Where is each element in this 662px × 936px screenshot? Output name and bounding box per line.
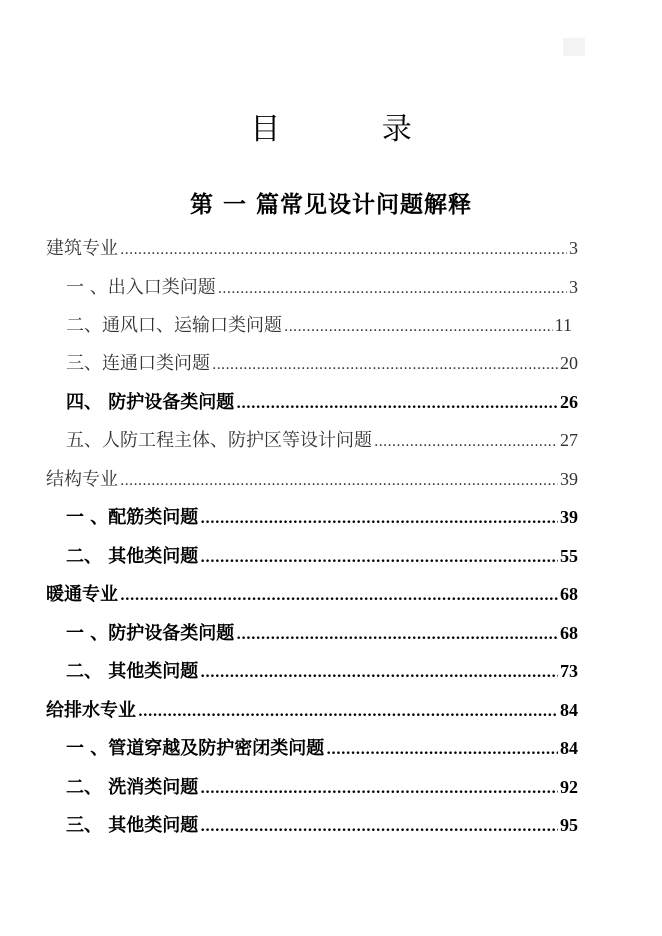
toc-entry[interactable]	[66, 503, 578, 529]
toc-entry-label: 结构专业	[46, 469, 118, 490]
toc-entry-page: 55	[560, 546, 578, 566]
toc-leader	[236, 396, 558, 412]
toc-entry[interactable]	[66, 734, 578, 760]
toc-entry-label: 三、 其他类问题	[66, 815, 199, 836]
toc-entry-label: 四、 防护设备类问题	[66, 392, 235, 413]
toc-leader	[212, 357, 558, 373]
toc-leader	[236, 627, 558, 643]
toc-leader	[326, 742, 558, 758]
toc-entry-page: 11	[554, 315, 572, 335]
toc-entry-page: 95	[560, 815, 578, 835]
toc-entry-label: 二、 其他类问题	[66, 546, 199, 567]
toc-entry-label: 二、 洗消类问题	[66, 777, 199, 798]
toc-entry[interactable]	[66, 773, 578, 799]
page-title: 目 录	[250, 112, 458, 147]
toc-entry-label: 给排水专业	[46, 700, 136, 721]
toc-leader	[120, 473, 558, 489]
toc-leader	[120, 242, 567, 258]
toc-entry-page: 27	[560, 430, 578, 450]
toc-entry[interactable]	[66, 426, 578, 452]
toc-leader	[200, 550, 558, 566]
toc-entry-page: 3	[569, 277, 578, 297]
toc-entry-page: 84	[560, 738, 578, 758]
toc-leader	[200, 665, 558, 681]
toc-entry-label: 一 、配筋类问题	[66, 507, 199, 528]
toc-entry-label: 三、连通口类问题	[66, 353, 210, 374]
toc-entry-plumbing[interactable]	[46, 696, 578, 722]
toc-leader	[138, 704, 558, 720]
toc-entry-label: 五、人防工程主体、防护区等设计问题	[66, 430, 372, 451]
toc-entry[interactable]	[66, 619, 578, 645]
toc-entry[interactable]	[66, 542, 578, 568]
toc-entry-label: 一 、出入口类问题	[66, 277, 216, 298]
toc-entry-page: 39	[560, 507, 578, 527]
toc-entry-page: 73	[560, 661, 578, 681]
toc-leader	[374, 434, 558, 450]
toc-entry-page: 39	[560, 469, 578, 489]
toc-entry-page: 20	[560, 353, 578, 373]
toc-leader	[120, 588, 558, 604]
toc-leader	[200, 781, 558, 797]
toc-entry-label: 暖通专业	[46, 584, 118, 605]
toc-leader	[284, 319, 553, 335]
toc-leader	[218, 281, 567, 297]
toc-entry-page: 26	[560, 392, 578, 412]
toc-entry[interactable]	[66, 311, 572, 337]
toc-entry-architecture[interactable]	[46, 234, 578, 260]
toc-entry[interactable]	[66, 811, 578, 837]
toc-entry-label: 二、通风口、运输口类问题	[66, 315, 282, 336]
toc-entry[interactable]	[66, 349, 578, 375]
toc-entry-page: 68	[560, 584, 578, 604]
toc-entry-label: 建筑专业	[46, 238, 118, 259]
toc-entry-hvac[interactable]	[46, 580, 578, 606]
toc-leader	[200, 819, 558, 835]
toc-entry-structure[interactable]	[46, 465, 578, 491]
toc-entry-label: 一 、管道穿越及防护密闭类问题	[66, 738, 325, 759]
toc-entry-page: 3	[569, 238, 578, 258]
toc-entry-label: 一 、防护设备类问题	[66, 623, 235, 644]
toc-entry-page: 92	[560, 777, 578, 797]
toc-entry[interactable]	[66, 273, 578, 299]
toc-entry[interactable]	[66, 388, 578, 414]
toc-entry-page: 68	[560, 623, 578, 643]
toc-entry[interactable]	[66, 657, 578, 683]
toc-leader	[200, 511, 558, 527]
corner-scan-mark	[563, 38, 585, 56]
toc-entry-page: 84	[560, 700, 578, 720]
toc-entry-label: 二、 其他类问题	[66, 661, 199, 682]
part-title: 第 一 篇常见设计问题解释	[189, 192, 472, 218]
